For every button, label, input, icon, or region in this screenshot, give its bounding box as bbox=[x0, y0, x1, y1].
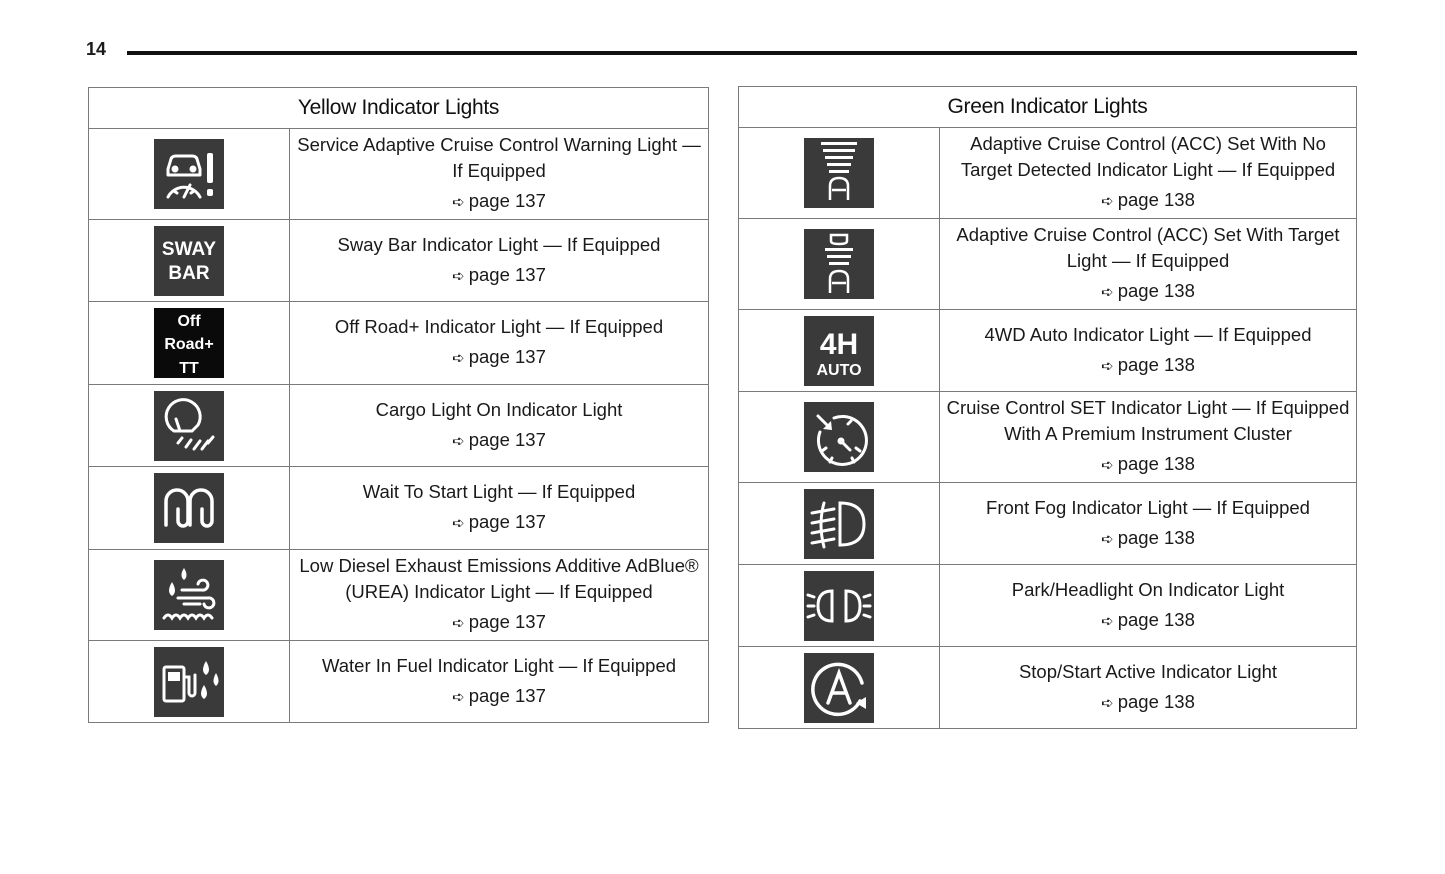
service-acc-icon bbox=[154, 139, 224, 209]
svg-text:Off: Off bbox=[177, 313, 201, 330]
yellow-indicator-table bbox=[88, 87, 709, 723]
indicator-label: Stop/Start Active Indicator Light bbox=[1018, 660, 1278, 682]
page-reference[interactable]: ➪ page 138 bbox=[1101, 280, 1195, 301]
header-rule bbox=[127, 51, 1357, 55]
table-row bbox=[739, 483, 1357, 565]
indicator-label: Front Fog Indicator Light — If Equipped bbox=[986, 496, 1310, 518]
green-indicator-table bbox=[738, 86, 1357, 729]
yellow-table-title: Yellow Indicator Lights bbox=[89, 88, 709, 129]
indicator-label: Water In Fuel Indicator Light — If Equipped bbox=[321, 654, 677, 676]
green-table-title: Green Indicator Lights bbox=[739, 87, 1357, 128]
svg-text:SWAY: SWAY bbox=[161, 238, 217, 260]
arrow-right-icon: ➪ bbox=[1101, 530, 1114, 548]
page-reference[interactable]: ➪ page 137 bbox=[452, 346, 546, 367]
wait-to-start-icon bbox=[154, 473, 224, 543]
table-row bbox=[89, 641, 709, 723]
table-row bbox=[89, 467, 709, 550]
indicator-label: Park/Headlight On Indicator Light bbox=[1011, 578, 1285, 600]
def-fluid-icon bbox=[154, 560, 224, 630]
page-reference[interactable]: ➪ page 138 bbox=[1101, 453, 1195, 474]
sway-bar-icon bbox=[154, 226, 224, 296]
table-row bbox=[739, 392, 1357, 483]
arrow-right-icon: ➪ bbox=[452, 515, 465, 532]
indicator-label: Adaptive Cruise Control (ACC) Set With Target Light — If Equipped bbox=[956, 224, 1340, 271]
arrow-right-icon: ➪ bbox=[452, 432, 465, 450]
arrow-right-icon: ➪ bbox=[1101, 193, 1114, 210]
page-reference[interactable]: ➪ page 138 bbox=[1101, 526, 1195, 548]
indicator-label: Sway Bar Indicator Light — If Equipped bbox=[337, 233, 661, 255]
page-reference[interactable]: ➪ page 137 bbox=[452, 190, 546, 211]
table-row bbox=[739, 128, 1357, 219]
arrow-right-icon: ➪ bbox=[452, 194, 465, 211]
table-row bbox=[89, 129, 709, 220]
arrow-right-icon: ➪ bbox=[1101, 457, 1114, 474]
page-reference[interactable]: ➪ page 138 bbox=[1101, 608, 1195, 630]
indicator-label: Adaptive Cruise Control (ACC) Set With No Target Detected Indicator Light — If Equipped bbox=[960, 133, 1336, 180]
indicator-label: Off Road+ Indicator Light — If Equipped bbox=[334, 316, 664, 337]
off-road-tt-icon bbox=[154, 308, 224, 378]
table-row bbox=[89, 385, 709, 467]
table-row bbox=[89, 302, 709, 385]
cruise-set-icon bbox=[804, 402, 874, 472]
acc-no-target-icon bbox=[804, 138, 874, 208]
page-reference[interactable]: ➪ page 138 bbox=[1101, 189, 1195, 210]
arrow-right-icon: ➪ bbox=[1101, 357, 1114, 375]
page-reference[interactable]: ➪ page 137 bbox=[452, 684, 546, 706]
table-row bbox=[89, 550, 709, 641]
arrow-right-icon: ➪ bbox=[1101, 694, 1114, 712]
4wd-auto-icon bbox=[804, 316, 874, 386]
indicator-label: Service Adaptive Cruise Control Warning Light — If Equipped bbox=[297, 134, 701, 181]
page-reference[interactable]: ➪ page 138 bbox=[1101, 690, 1195, 712]
acc-target-icon bbox=[804, 229, 874, 299]
arrow-right-icon: ➪ bbox=[452, 350, 465, 367]
front-fog-icon bbox=[804, 489, 874, 559]
page-reference[interactable]: ➪ page 137 bbox=[452, 511, 546, 532]
indicator-label: Wait To Start Light — If Equipped bbox=[362, 481, 636, 502]
indicator-label: 4WD Auto Indicator Light — If Equipped bbox=[984, 323, 1312, 345]
page-reference[interactable]: ➪ page 137 bbox=[452, 611, 546, 632]
indicator-label: Cruise Control SET Indicator Light — If Equipped With A Premium Instrument Cluster bbox=[946, 397, 1350, 444]
indicator-label: Low Diesel Exhaust Emissions Additive AdBlue® (UREA) Indicator Light — If Equipped bbox=[299, 555, 699, 602]
stop-start-icon bbox=[804, 653, 874, 723]
indicator-label: Cargo Light On Indicator Light bbox=[375, 398, 623, 420]
svg-text:4H: 4H bbox=[819, 327, 859, 361]
table-row bbox=[739, 219, 1357, 310]
park-headlight-icon bbox=[804, 571, 874, 641]
table-row bbox=[89, 220, 709, 302]
svg-text:BAR: BAR bbox=[168, 262, 210, 284]
page-reference[interactable]: ➪ page 138 bbox=[1101, 353, 1195, 375]
arrow-right-icon: ➪ bbox=[1101, 284, 1114, 301]
svg-text:TT: TT bbox=[179, 360, 199, 377]
page-reference[interactable]: ➪ page 137 bbox=[452, 263, 546, 285]
water-in-fuel-icon bbox=[154, 647, 224, 717]
arrow-right-icon: ➪ bbox=[1101, 612, 1114, 630]
table-row bbox=[739, 565, 1357, 647]
arrow-right-icon: ➪ bbox=[452, 688, 465, 706]
svg-text:AUTO: AUTO bbox=[816, 361, 862, 379]
page-reference[interactable]: ➪ page 137 bbox=[452, 428, 546, 450]
table-row bbox=[739, 310, 1357, 392]
arrow-right-icon: ➪ bbox=[452, 267, 465, 285]
svg-text:Road+: Road+ bbox=[164, 336, 214, 353]
page-number: 14 bbox=[86, 39, 107, 59]
table-row bbox=[739, 647, 1357, 729]
arrow-right-icon: ➪ bbox=[452, 615, 465, 632]
cargo-light-icon bbox=[154, 391, 224, 461]
